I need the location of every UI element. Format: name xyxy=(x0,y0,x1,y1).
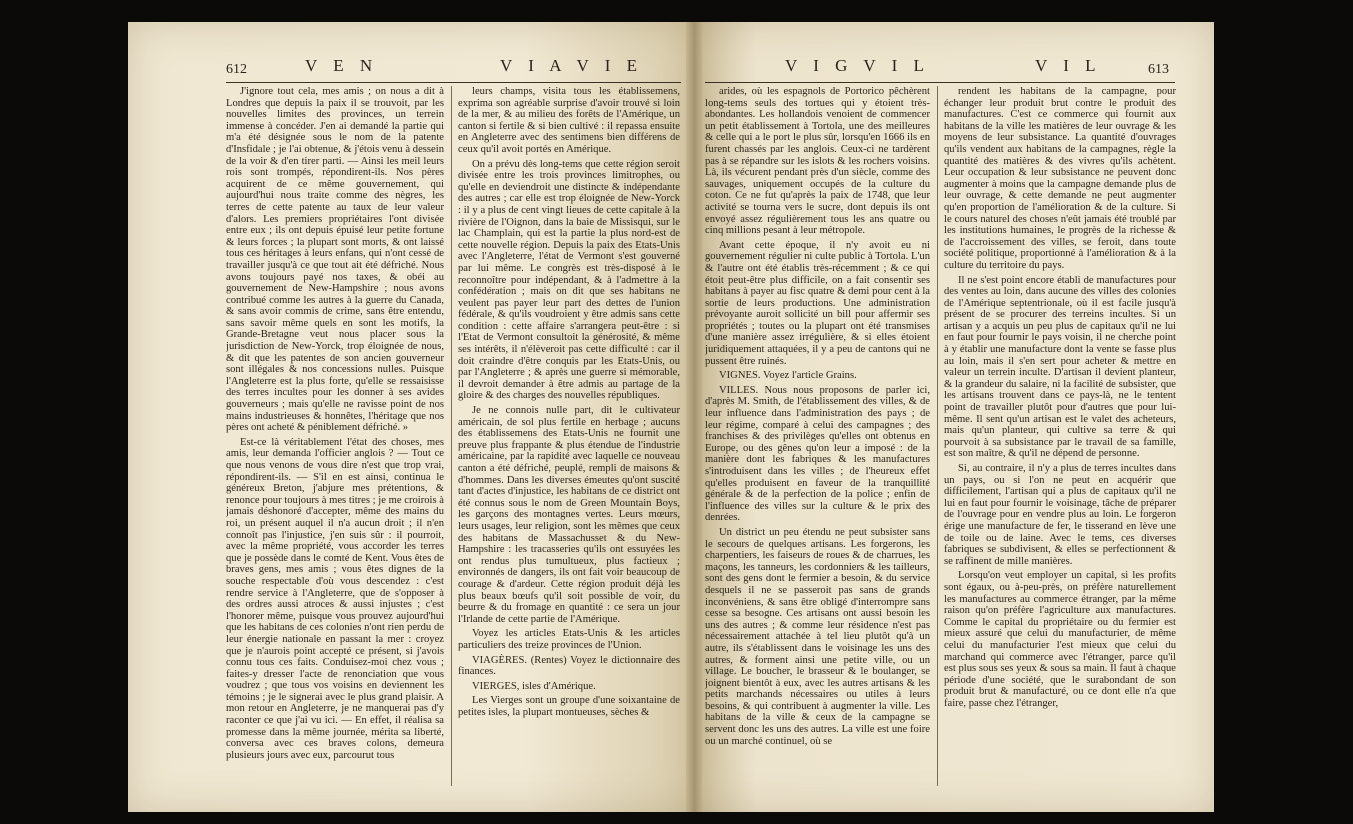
left-page-number: 612 xyxy=(226,62,247,77)
paragraph: leurs champs, visita tous les établissemens, exprima son agréable surprise d'avoir trouvé si loin de la mer, & au milieu des forêts de l'Amérique, un canton si fertile & si bien cultivé : il repassa ensuite en Angleterre avec des sentimens bien différens de ceux qu'il avoit portés en Amérique. xyxy=(458,86,680,155)
entry-heading: VIERGES, isles d'Amérique. xyxy=(472,680,596,692)
right-column-divider xyxy=(937,86,938,786)
right-column-2 xyxy=(944,86,1176,806)
left-header-rule xyxy=(226,82,681,83)
entry-heading: VIGNES. Voyez l'article Grains. xyxy=(719,370,857,382)
right-column-1 xyxy=(705,86,930,806)
paragraph: Lorsqu'on veut employer un capital, si les profits sont égaux, ou à-peu-près, on préfère naturellement les manufactures au commerce étranger, par la même raison qu'on préfère l'agriculture aux manufactures. Comme le capital du propriétaire ou du fermier est mieux assuré que celui du manufacturier, de même celui du manufacturier l'est mieux que celui du marchand qui commerce avec l'étranger, parce qu'il est plus sous ses yeux & sous sa main. Il faut à chaque période d'une société, que le surabondant de son produit brut & manufacturé, ou ce dont elle n'a que faire, passe chez l'étranger, xyxy=(944,570,1176,709)
book-gutter xyxy=(686,22,702,812)
right-page-number: 613 xyxy=(1148,62,1169,77)
paragraph: Il ne s'est point encore établi de manufactures pour des ventes au loin, dans aucune des villes des colonies de l'Amérique septentrionale, où il est facile jusqu'à présent de se procurer des terreins incultes. Si un artisan y a acquis un peu plus de capitaux qu'il ne lui en faut pour fournir le pays voisin, il ne cherche point à y établir une manufacture dont la vente se fasse plus au loin, mais il s'en sert pour acheter & mettre en valeur un terrein inculte. D'artisan il devient planteur, & la grandeur du salaire, ni la facilité de subsister, que les artisans trouvent dans ce pays-là, ne le tentent point de travailler plutôt pour d'autres que pour lui-même. Il sent qu'un artisan est le valet des acheteurs, mais qu'un planteur, qui cultive sa terre & qui pourvoit à sa subsistance par le travail de sa famille, est son maître, & qu'il ne dépend de personne. xyxy=(944,274,1176,460)
left-column-2 xyxy=(458,86,680,806)
paragraph: Les Vierges sont un groupe d'une soixantaine de petites isles, la plupart montueuses, sèches & xyxy=(458,695,680,718)
left-column-divider xyxy=(451,86,452,786)
right-header-rule xyxy=(705,82,1175,83)
left-header-left: V E N xyxy=(305,56,379,75)
paragraph: Voyez les articles Etats-Unis & les articles particuliers des treize provinces de l'Union. xyxy=(458,628,680,651)
paragraph: arides, où les espagnols de Portorico pêchèrent long-tems seuls des tortues qui y étoient très-abondantes. Les hollandois venoient de commencer un petit établissement à Tortola, une des meilleures & celle qui a le port le plus sûr, lorsqu'en 1666 ils en furent chassés par les anglois. Ceux-ci ne tardèrent pas à se répandre sur les islots & les rochers voisins. Là, ils vécurent pendant près d'un siècle, comme des sauvages, uniquement occupés de la culture du coton. Ce ne fut qu'après la paix de 1748, que leur activité se tourna vers le sucre, dont depuis ils ont envoyé assez régulièrement tous les ans quatre ou cinq millions pesant à leur métropole. xyxy=(705,86,930,237)
paragraph: J'ignore tout cela, mes amis ; on nous a dit à Londres que depuis la paix il se trouvoit, par les nouvelles limites des provinces, un terrein immense à concéder. J'en ai demandé la partie qui m'a été désignée sous le nom de la patente d'Insfidale ; je l'ai obtenue, & j'étois venu à dessein de la voir & d'en tirer parti. — Ainsi les meil leurs rois sont trompés, répondirent-ils. Nos pères acquirent de ce même gouvernement, qui aujourd'hui nous traite comme des nègres, les terres de cette patente au taux de leur valeur d'alors. Les premiers propriétaires l'ont divisée entre eux ; ils ont depuis épuisé leur petite fortune & leurs forces ; la plupart sont morts, & ont laissé tous ces héritages à leurs enfans, qui n'ont cessé de travailler jusqu'à ce que tout ait été défriché. Nous avons toujours payé nos taxes, & obéi au gouvernement de New-Hampshire ; nous avons contribué comme les autres à la guerre du Canada, & sans avoir commis de crime, sans être entendu, sans savoir même quels en sont les motifs, la Grande-Bretagne veut nous placer sous la jurisdiction de New-Yorck, trop éloignée de nous, & dit que les patentes de son ancien gouverneur sont illégales & nos concessions nulles. Puisque l'Angleterre est la plus forte, qu'elle se ressaisisse des terres incultes pour les donner à ses avides gouverneurs ; mais qu'elle ne ravisse point de nos mains industrieuses & honnêtes, l'héritage que nos pères ont acheté & péniblement défriché. » xyxy=(226,86,444,434)
paragraph: Si, au contraire, il n'y a plus de terres incultes dans un pays, ou si l'on ne peut en acquérir que difficilement, l'artisan qui a plus de capitaux qu'il ne lui en faut pour fournir le voisinage, tâche de préparer de l'ouvrage pour en vendre plus au loin. Le forgeron érige une manufacture de fer, le tisserand en lève une de toile ou de laine. Avec le tems, ces diverses fabriques se subdivisent, & elles se perfectionnent & se raffinent de mille manières. xyxy=(944,463,1176,567)
paragraph: Est-ce là véritablement l'état des choses, mes amis, leur demanda l'officier anglois ? — Tout ce que nous venons de vous dire n'est que trop vrai, répondirent-ils. — S'il en est ainsi, continua le généreux Breton, j'abjure mes prétentions, & renonce pour toujours à mes titres ; je me croirois à jamais déshonoré d'accepter, même des mains du roi, un présent auquel il n'a aucun droit ; il n'en connoît pas l'injustice, j'en suis sûr : il pourroit, avec la même propriété, vous accorder les terres que je possède dans le comté de Kent. Vous êtes de braves gens, mes amis ; vous êtes dignes de la souche respectable d'où vous descendez : c'est rendre service à l'Angleterre, que de s'opposer à des ordres aussi atroces & aussi injustes ; c'est l'honorer même, puisque vous prouvez aujourd'hui que les habitans de ces colonies n'ont rien perdu de leur énergie nationale en passant la mer : croyez que je n'aurois point accepté ce présent, si j'avois connu tous ces faits. Conduisez-moi chez vous ; faites-y dresser l'acte de renonciation que vous voudrez ; que tous vos voisins en deviennent les témoins ; je le signerai avec le plus grand plaisir. A mon retour en Angleterre, je ne manquerai pas d'y raconter ce que j'ai vu ici. — En effet, il réalisa sa promesse dans la même journée, mérita sa liberté, conversa avec ces braves colons, demeura plusieurs jours avec eux, parcourut tous xyxy=(226,436,444,761)
left-header-right: V I A V I E xyxy=(500,56,643,75)
paragraph: VILLES. Nous nous proposons de parler ici, d'après M. Smith, de l'établissement des villes, & de leur influence dans l'administration des pays ; de leur régime, comparé à celui des campagnes ; des franchises & des privilèges qu'elles ont obtenus en Europe, ou des gênes qu'on leur a imposé : de la manière dont les fabriques & les manufactures s'introduisent dans les villes ; de l'heureux effet qu'elles produisent en faveur de la tranquillité générale & de la perfection de la police ; enfin de l'influence des villes sur la culture & le prix des denrées. xyxy=(705,384,930,524)
entry-heading: VIAGÈRES. (Rentes) Voyez le dictionnaire des finances. xyxy=(458,654,680,678)
right-header-right: V I L xyxy=(1035,56,1102,75)
paragraph: Un district un peu étendu ne peut subsister sans le secours de quelques artisans. Les forgerons, les charpentiers, les faiseurs de roues & de charrues, les maçons, les tanneurs, les cordonniers & les tailleurs, sont des gens dont le fermier a besoin, & du service desquels il ne se passeroit pas sans de grands inconvéniens, & sans être obligé d'interrompre sans cesse sa besogne. Ces artisans ont aussi besoin les uns des autres ; & comme leur résidence n'est pas nécessairement attachée à tel lieu plutôt qu'à un autre, ils s'établissent dans le voisinage les uns des autres, & forment ainsi une petite ville, ou un village. Le boucher, le brasseur & le boulanger, se joignent bientôt à eux, avec les autres artisans & les petits marchands nécessaires ou utiles à leurs besoins, & qui contribuent à augmenter la ville. Les habitans de la ville & ceux de la campagne se servent donc les uns des autres. La ville est une foire ou un marché continuel, où se xyxy=(705,526,930,747)
right-header-left: V I G V I L xyxy=(785,56,930,75)
paragraph: Avant cette époque, il n'y avoit eu ni gouvernement régulier ni culte public à Tortola. L'un & l'autre ont été établis très-récemment ; & ce qui étoit peut-être plus difficile, on a fait consentir ses habitans à payer au fisc quatre & demi pour cent à la sortie de leurs productions. Une administration prévoyante auroit sollicité un bill pour affermir ses propriétés ; toutes ou la plupart ont été transmises d'une manière assez irrégulière, & si elles étoient juridiquement attaquées, il y a peu de cantons qui ne pussent être ruinés. xyxy=(705,239,930,367)
left-column-1 xyxy=(226,86,444,806)
paragraph: On a prévu dès long-tems que cette région seroit divisée entre les trois provinces limitrophes, ou qu'elle en deviendroit une distincte & indépendante des autres ; car elle est trop éloignée de New-Yorck : il y a plus de cent vingt lieues de cette capitale à la rivière de l'Oignon, dans la baie de Missisqui, sur le lac Champlain, qui est la partie la plus nord-est de cette nouvelle région. Depuis la paix des Etats-Unis avec l'Angleterre, l'état de Vermont s'est gouverné par lui même. Le congrès est très-disposé à le reconnoître pour indépendant, & à l'admettre à la confédération ; mais on dit que ses habitans ne veulent pas payer leur part des dettes de l'union fédérale, & qu'ils voudroient y être admis sans cette condition : cette affaire s'arrangera peut-être : si l'Etat de Vermont consultoit la générosité, & même ses intérêts, il n'élèveroit pas cette difficulté : car il doit craindre d'être conquis par les Etats-Unis, ou par l'Angleterre ; & après une guerre si mémorable, il devroit demander à être admis au partage de la gloire & des charges des nouvelles républiques. xyxy=(458,158,680,402)
paragraph: rendent les habitans de la campagne, pour échanger leur produit brut contre le produit des manufactures. C'est ce commerce qui fournit aux habitans de la ville les matières de leur ouvrage & les moyens de leur subsistance. La quantité d'ouvrages qu'ils vendent aux habitans de la campagnes, règle la quantité des matières & des vivres qu'ils achètent. Leur occupation & leur subsistance ne peuvent donc augmenter à moins que la campagne demande plus de leur ouvrage, & cette demande ne peut augmenter qu'en proportion de l'amélioration & de la culture. Si le cours naturel des choses n'eût jamais été troublé par les institutions humaines, le progrès de la richesse & de l'accroissement des villes, se feroit, dans toute société politique, proportionné à l'amélioration & à la culture du territoire du pays. xyxy=(944,86,1176,271)
paragraph: Je ne connois nulle part, dit le cultivateur américain, de sol plus fertile en herbage ; aucuns des établissemens des Etats-Unis ne fournit une preuve plus frappante & plus étendue de l'industrie américaine, par la rapidité avec laquelle ce nouveau canton a été défriché, peuplé, rempli de maisons & d'hommes. Dans les diverses émeutes qu'ont suscité tant d'actes d'injustice, les habitans de ce district ont été connus sous le nom de Green Mountain Boys, les garçons des montagnes vertes. Leurs mœurs, leurs usages, leur religion, sont les mêmes que ceux des habitans de Massachusset & du New-Hampshire : les tracasseries qu'ils ont essuyées les ont rendus plus tumultueux, plus factieux ; environnés de dangers, ils ont fait voir beaucoup de courage & d'ardeur. Cette région produit déjà les plus beaux bœufs qu'il soit possible de voir, du beurre & du fromage en quantité : ce sera un jour l'Irlande de cette partie de l'Amérique. xyxy=(458,405,680,625)
